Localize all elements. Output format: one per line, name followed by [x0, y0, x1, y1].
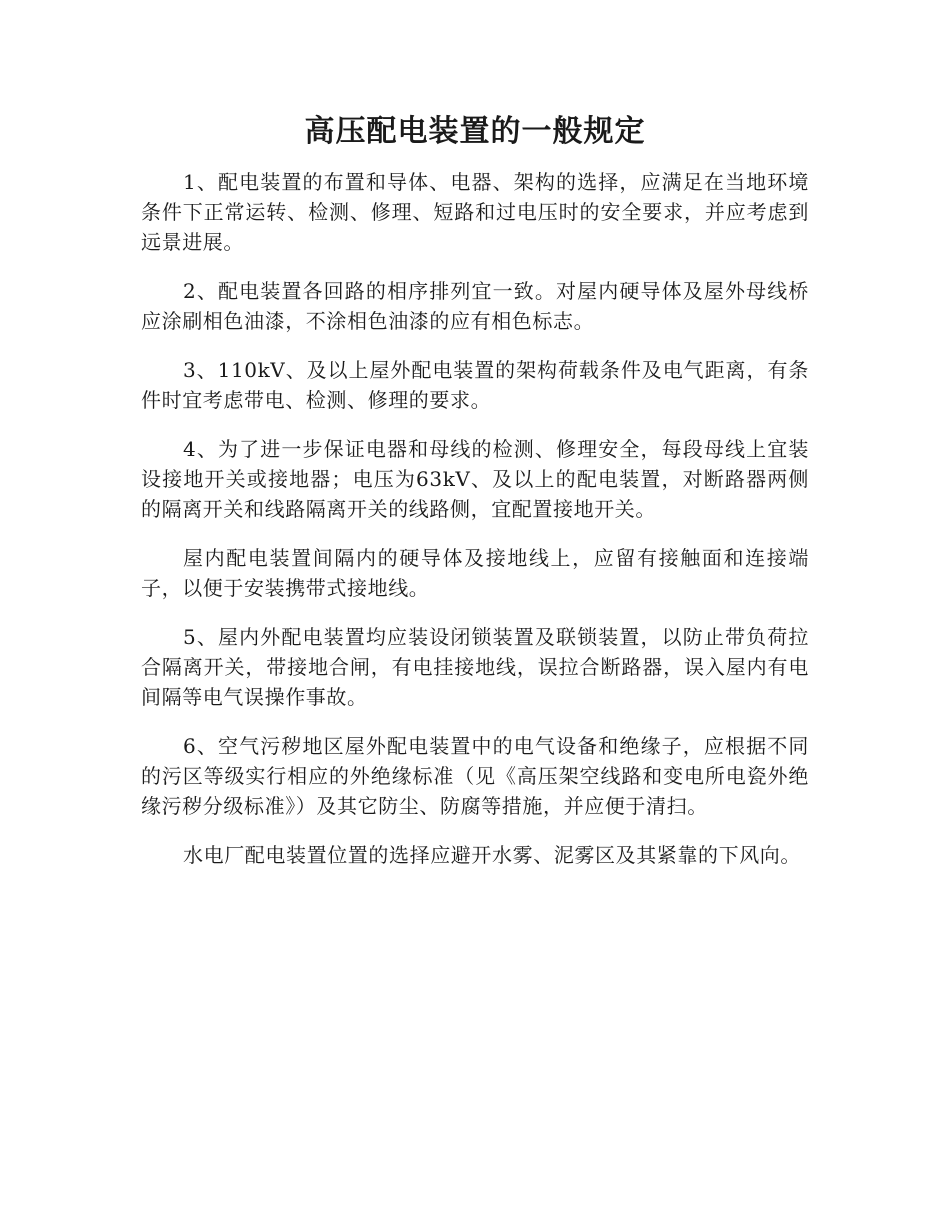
paragraph-2: 2、配电装置各回路的相序排列宜一致。对屋内硬导体及屋外母线桥应涂刷相色油漆，不涂相色油漆的应有相色标志。: [141, 279, 809, 333]
document-title: 高压配电装置的一般规定: [304, 114, 646, 149]
paragraph-1: 1、配电装置的布置和导体、电器、架构的选择，应满足在当地环境条件下正常运转、检测、修理、短路和过电压时的安全要求，并应考虑到远景进展。: [141, 170, 809, 254]
paragraph-6-supplement: 水电厂配电装置位置的选择应避开水雾、泥雾区及其紧靠的下风向。: [183, 843, 801, 867]
document-body: [141, 167, 809, 889]
paragraph-4: 4、为了进一步保证电器和母线的检测、修理安全，每段母线上宜装设接地开关或接地器；电压为63kV、及以上的配电装置，对断路器两侧的隔离开关和线路隔离开关的线路侧，宜配置接地开关。: [141, 437, 809, 521]
paragraph-3: 3、110kV、及以上屋外配电装置的架构荷载条件及电气距离，有条件时宜考虑带电、检测、修理的要求。: [141, 358, 809, 412]
paragraph-6: 6、空气污秽地区屋外配电装置中的电气设备和绝缘子，应根据不同的污区等级实行相应的外绝缘标准（见《高压架空线路和变电所电瓷外绝缘污秽分级标准》）及其它防尘、防腐等措施，并应便于清扫。: [141, 734, 809, 818]
paragraph-4-supplement: 屋内配电装置间隔内的硬导体及接地线上，应留有接触面和连接端子，以便于安装携带式接地线。: [141, 546, 809, 600]
paragraph-5: 5、屋内外配电装置均应装设闭锁装置及联锁装置，以防止带负荷拉合隔离开关，带接地合闸，有电挂接地线，误拉合断路器，误入屋内有电间隔等电气误操作事故。: [141, 625, 809, 709]
